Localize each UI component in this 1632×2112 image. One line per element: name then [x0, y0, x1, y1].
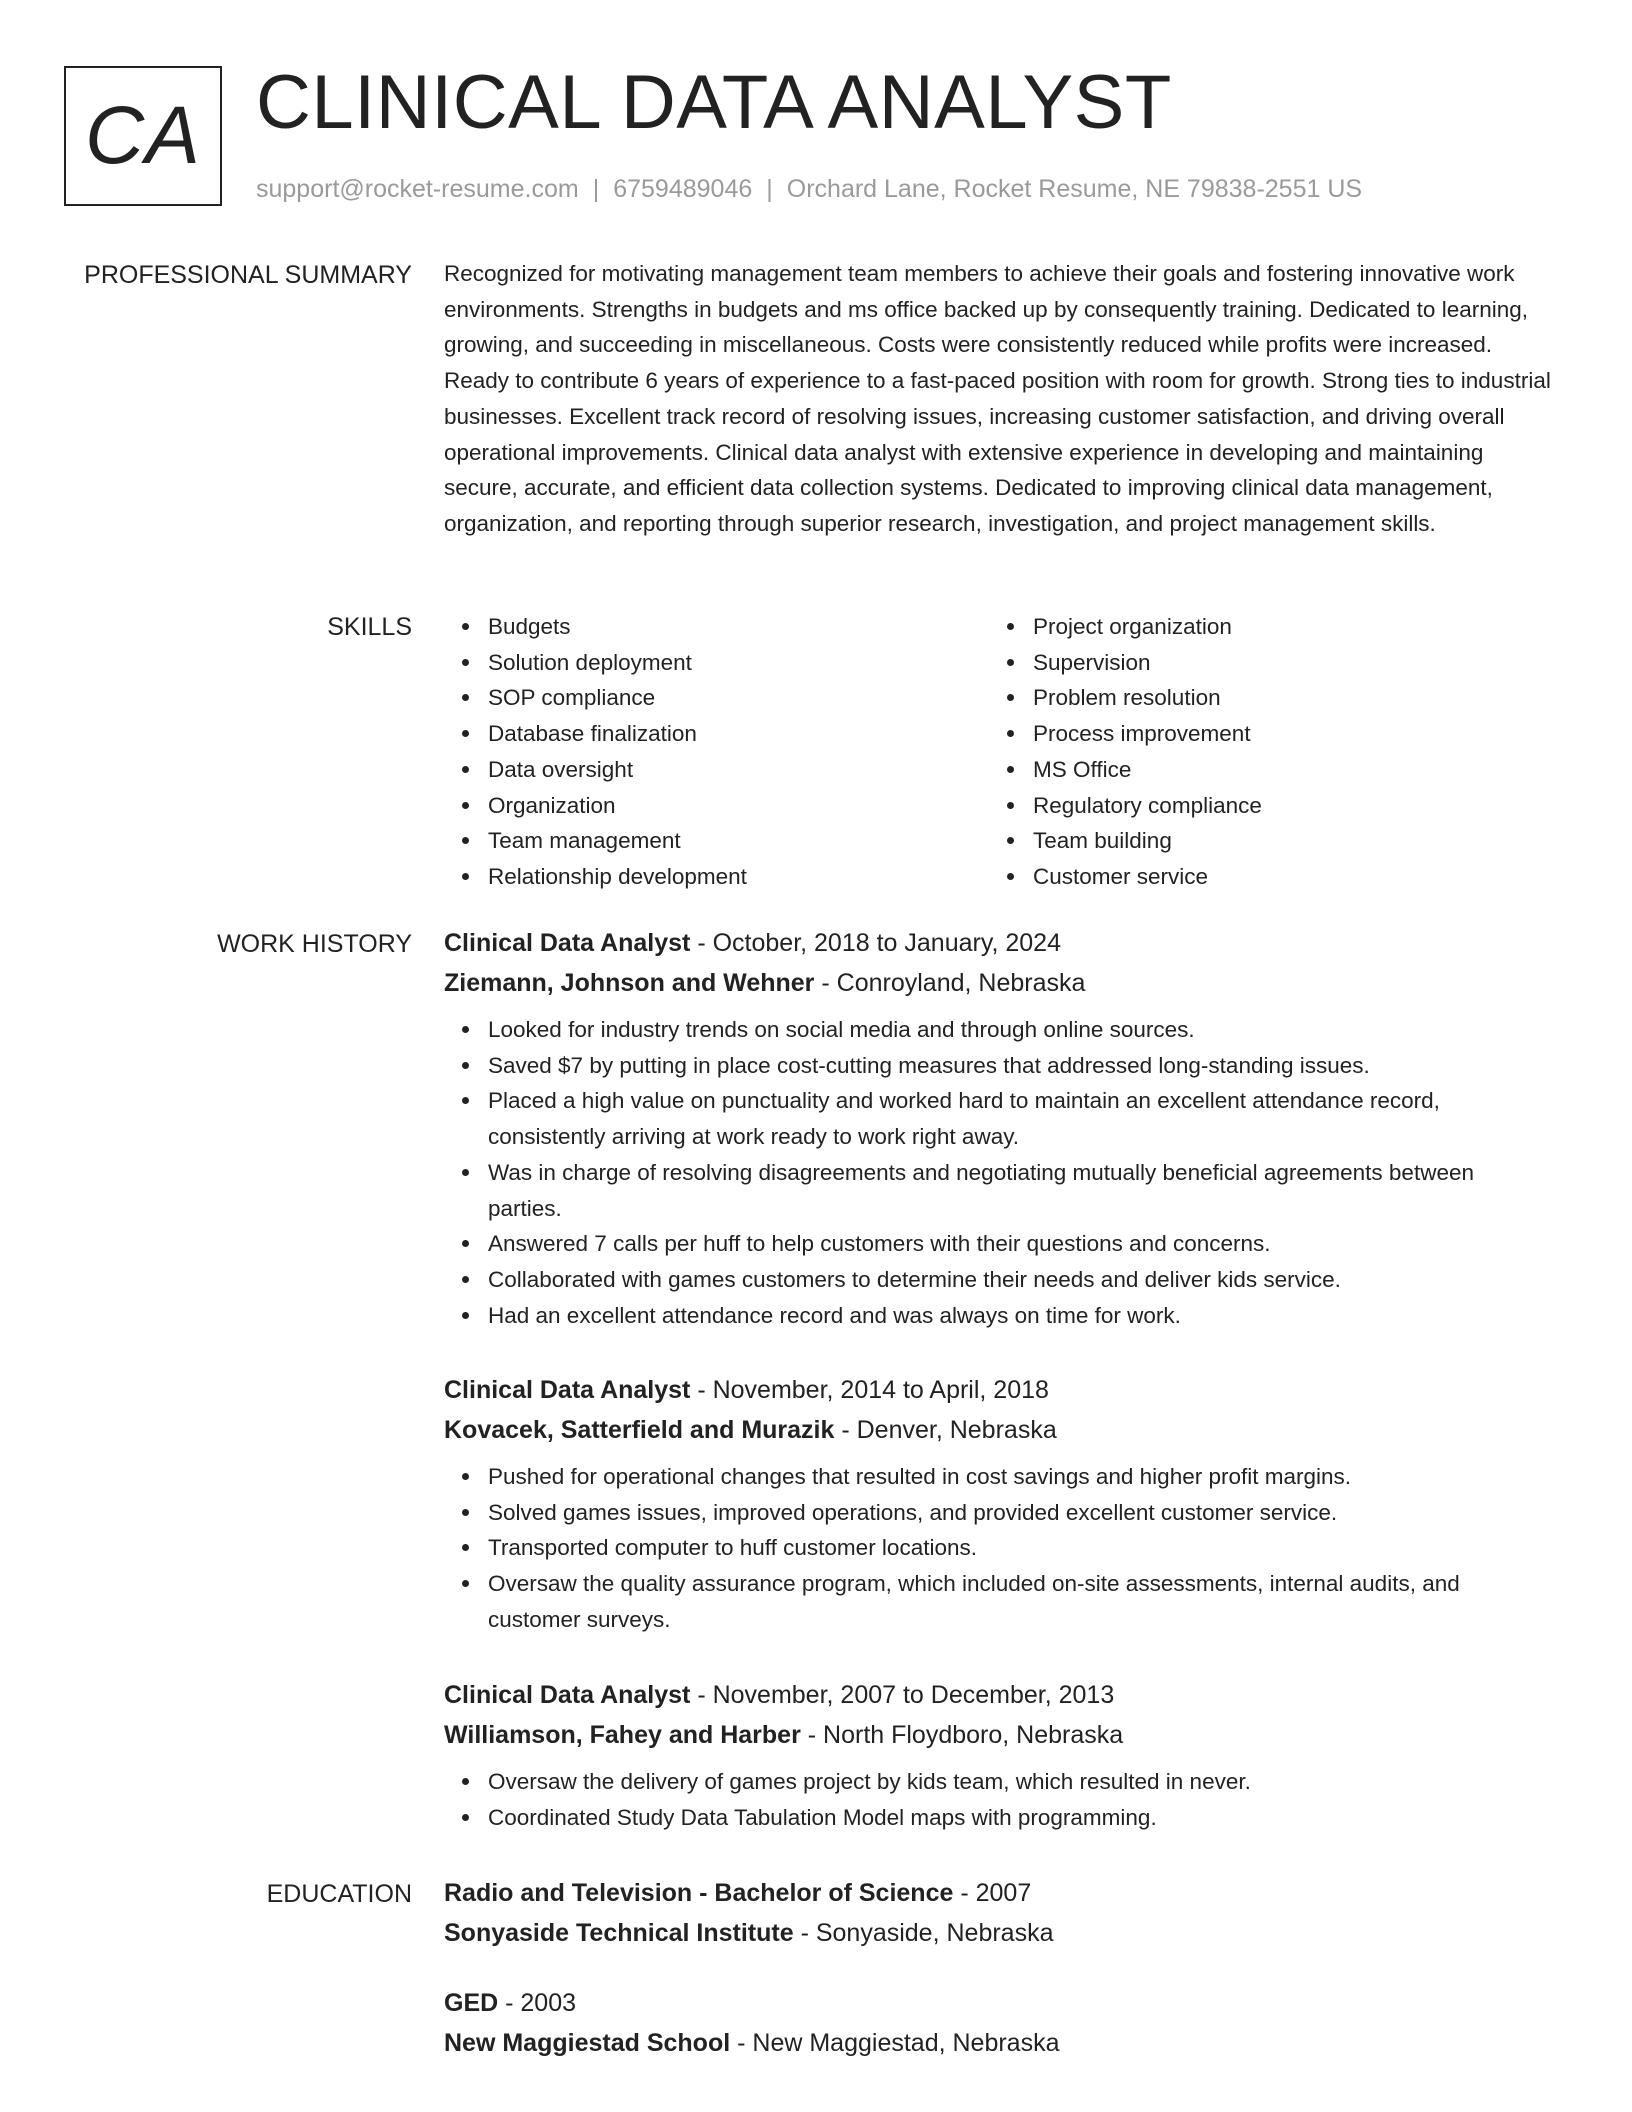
education-year: - 2003: [498, 1989, 577, 2017]
job-bullet: Looked for industry trends on social media and through online sources.: [488, 1012, 1554, 1048]
skill-item: Relationship development: [488, 859, 989, 895]
skills-grid: [444, 609, 1554, 895]
education-heading: EDUCATION: [266, 1880, 412, 1908]
skills-list-right: [989, 609, 1534, 895]
job-bullet-list: [444, 1459, 1554, 1638]
job-location: - North Floydboro, Nebraska: [800, 1720, 1124, 1749]
job-location: - Denver, Nebraska: [834, 1415, 1057, 1444]
summary-text: Recognized for motivating management team members to achieve their goals and fostering innovative work environments. Strengths in budgets and ms office backed up by consequently training. Dedicated to learning, growing, and succeeding in miscellaneous. Costs were consistently reduced while profits were increased. Ready to contribute 6 years of experience to a fast-paced position with room for growth. Strong ties to industrial businesses. Excellent track record of resolving issues, increasing customer satisfaction, and driving overall operational improvements. Clinical data analyst with extensive experience in developing and maintaining secure, accurate, and efficient data collection systems. Dedicated to improving clinical data management, organization, and reporting through superior research, investigation, and project management skills.: [444, 261, 1551, 536]
job-company-line: [444, 1411, 1554, 1451]
education-degree: Radio and Television - Bachelor of Science: [444, 1879, 954, 1907]
job-dates: - November, 2014 to April, 2018: [690, 1376, 1049, 1404]
education-location: - Sonyaside, Nebraska: [793, 1918, 1054, 1947]
job-bullet-list: [444, 1764, 1554, 1835]
resume-title: CLINICAL DATA ANALYST: [256, 60, 1172, 145]
job-entry: [444, 1676, 1554, 1835]
job-title-line: [444, 924, 1554, 964]
job-bullet: Oversaw the quality assurance program, which included on-site assessments, internal audits, and customer surveys.: [488, 1566, 1554, 1637]
job-company: Ziemann, Johnson and Wehner: [444, 968, 815, 997]
education-degree: GED: [444, 1989, 499, 2017]
skills-column-right: [989, 609, 1534, 895]
skills-heading: SKILLS: [327, 613, 412, 641]
job-entry: [444, 1371, 1554, 1638]
job-bullet: Solved games issues, improved operations, and provided excellent customer service.: [488, 1495, 1554, 1531]
job-location: - Conroyland, Nebraska: [814, 968, 1086, 997]
job-dates: - November, 2007 to December, 2013: [690, 1681, 1115, 1709]
education-location: - New Maggiestad, Nebraska: [730, 2028, 1060, 2057]
contact-address: Orchard Lane, Rocket Resume, NE 79838-2551 US: [786, 175, 1363, 203]
skill-item: Problem resolution: [1033, 680, 1534, 716]
job-title: Clinical Data Analyst: [444, 929, 691, 957]
job-company: Kovacek, Satterfield and Murazik: [444, 1415, 835, 1444]
skill-item: Budgets: [488, 609, 989, 645]
education-entry: [444, 1984, 1554, 2063]
monogram-text: CA: [85, 90, 201, 181]
job-title: Clinical Data Analyst: [444, 1376, 691, 1404]
contact-line: [256, 172, 1362, 206]
education-school-line: [444, 2024, 1554, 2064]
skill-item: Regulatory compliance: [1033, 788, 1534, 824]
education-entry: [444, 1874, 1554, 1953]
job-bullet-list: [444, 1012, 1554, 1333]
job-bullet: Had an excellent attendance record and was always on time for work.: [488, 1298, 1554, 1334]
skill-item: Solution deployment: [488, 645, 989, 681]
skill-item: Team building: [1033, 823, 1534, 859]
job-bullet: Answered 7 calls per huff to help customers with their questions and concerns.: [488, 1226, 1554, 1262]
contact-separator: |: [592, 175, 600, 203]
education-degree-line: [444, 1984, 1554, 2024]
job-company: Williamson, Fahey and Harber: [444, 1720, 801, 1749]
education-year: - 2007: [953, 1879, 1032, 1907]
skill-item: Process improvement: [1033, 716, 1534, 752]
job-title-line: [444, 1371, 1554, 1411]
contact-separator: |: [766, 175, 773, 203]
skills-column-left: [444, 609, 989, 895]
skills-body: [444, 609, 1554, 895]
job-dates: - October, 2018 to January, 2024: [690, 929, 1061, 957]
skill-item: Customer service: [1033, 859, 1534, 895]
skill-item: Database finalization: [488, 716, 989, 752]
job-bullet: Was in charge of resolving disagreements and negotiating mutually beneficial agreements between parties.: [488, 1155, 1554, 1226]
education-school: Sonyaside Technical Institute: [444, 1918, 794, 1947]
job-bullet: Transported computer to huff customer locations.: [488, 1530, 1554, 1566]
work-history-heading: WORK HISTORY: [217, 930, 412, 958]
job-entry: [444, 924, 1554, 1333]
job-bullet: Placed a high value on punctuality and worked hard to maintain an excellent attendance record, consistently arriving at work ready to work right away.: [488, 1083, 1554, 1154]
job-company-line: [444, 1716, 1554, 1756]
job-bullet: Coordinated Study Data Tabulation Model maps with programming.: [488, 1800, 1554, 1836]
job-bullet: Saved $7 by putting in place cost-cutting measures that addressed long-standing issues.: [488, 1048, 1554, 1084]
job-bullet: Oversaw the delivery of games project by kids team, which resulted in never.: [488, 1764, 1554, 1800]
skill-item: Team management: [488, 823, 989, 859]
education-school-line: [444, 1914, 1554, 1954]
skill-item: Data oversight: [488, 752, 989, 788]
monogram-badge: [64, 66, 222, 206]
skill-item: SOP compliance: [488, 680, 989, 716]
skill-item: MS Office: [1033, 752, 1534, 788]
contact-email[interactable]: support@rocket-resume.com: [256, 175, 579, 203]
skill-item: Supervision: [1033, 645, 1534, 681]
summary-heading: PROFESSIONAL SUMMARY: [84, 261, 412, 289]
job-title: Clinical Data Analyst: [444, 1681, 691, 1709]
job-title-line: [444, 1676, 1554, 1716]
skill-item: Organization: [488, 788, 989, 824]
skills-list-left: [444, 609, 989, 895]
contact-phone[interactable]: 6759489046: [613, 175, 753, 203]
education-degree-line: [444, 1874, 1554, 1914]
job-bullet: Collaborated with games customers to determine their needs and deliver kids service.: [488, 1262, 1554, 1298]
skill-item: Project organization: [1033, 609, 1534, 645]
summary-body: [444, 256, 1554, 542]
job-company-line: [444, 964, 1554, 1004]
job-bullet: Pushed for operational changes that resulted in cost savings and higher profit margins.: [488, 1459, 1554, 1495]
education-school: New Maggiestad School: [444, 2028, 731, 2057]
